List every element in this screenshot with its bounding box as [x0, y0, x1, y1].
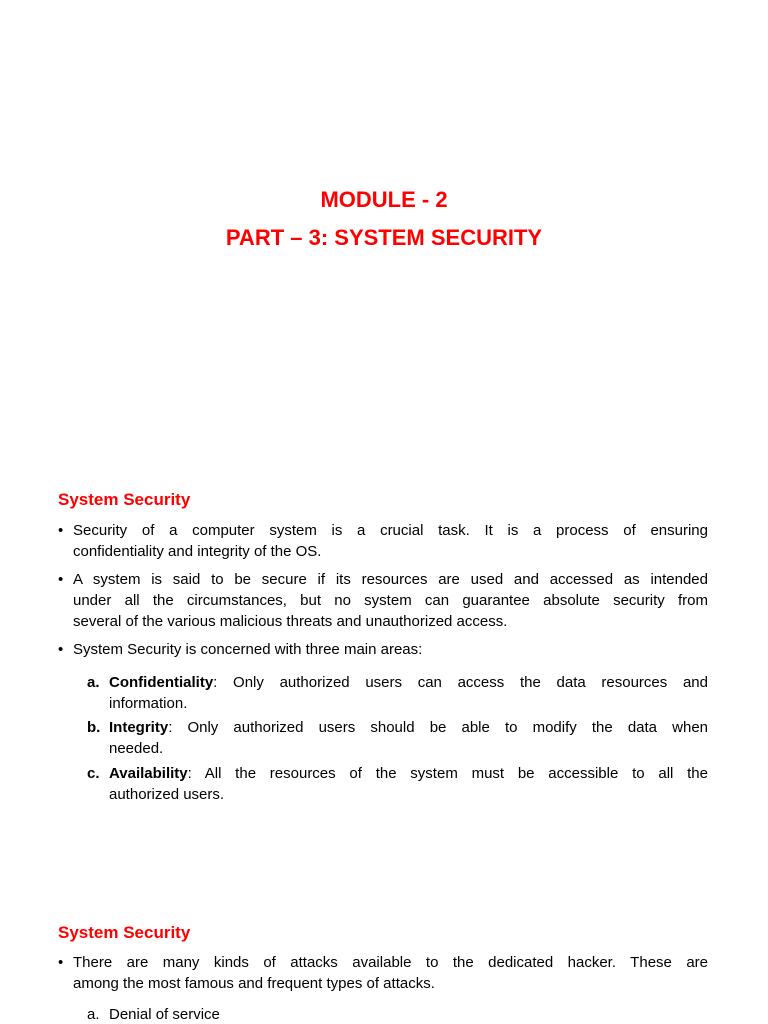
text-line: under all the circumstances, but no system can guarantee absolute security from: [73, 592, 708, 609]
list-marker: a.: [87, 674, 100, 691]
bullet-text: [73, 639, 708, 660]
bullet-item: [58, 639, 708, 660]
bullet-item: [58, 520, 708, 562]
text-line: Denial of service: [109, 1006, 220, 1023]
text-line: needed.: [109, 740, 164, 757]
bullet-icon: •: [58, 571, 64, 588]
bullet-icon: •: [58, 522, 64, 539]
text-line: authorized users.: [109, 786, 225, 803]
area-text: [109, 763, 708, 805]
part-title: PART – 3: SYSTEM SECURITY: [225, 225, 543, 250]
bullet-item: [58, 952, 708, 994]
text-line: There are many kinds of attacks available to the dedicated hacker. These are: [73, 954, 708, 971]
text-line: Security of a computer system is a crucial task. It is a process of ensuring: [73, 522, 708, 539]
bullet-icon: •: [58, 954, 64, 971]
area-text: [109, 672, 708, 714]
area-description: : Only authorized users can access the data resources and: [213, 674, 708, 691]
text-line: information.: [109, 695, 188, 712]
text-line: [109, 763, 708, 784]
bullet-icon: •: [58, 641, 64, 658]
bullet-item: [58, 569, 708, 632]
section-heading: System Security: [58, 490, 191, 509]
bullet-text: [73, 569, 708, 632]
module-title: MODULE - 2: [320, 187, 448, 212]
bullet-text: [73, 520, 708, 562]
text-line: [109, 672, 708, 693]
text-line: System Security is concerned with three main areas:: [73, 641, 423, 658]
area-description: : All the resources of the system must be accessible to all the: [187, 765, 708, 782]
text-line: among the most famous and frequent types of attacks.: [73, 975, 435, 992]
area-term: Availability: [109, 765, 188, 782]
area-term: Confidentiality: [109, 674, 214, 691]
attack-text: [109, 1005, 708, 1024]
bullet-text: [73, 952, 708, 994]
list-marker: b.: [87, 719, 101, 736]
area-description: : Only authorized users should be able to modify the data when: [168, 719, 708, 736]
section-heading: System Security: [58, 923, 191, 942]
list-marker: a.: [87, 1006, 100, 1023]
list-marker: c.: [87, 765, 100, 782]
area-text: [109, 717, 708, 759]
text-line: [109, 717, 708, 738]
text-line: several of the various malicious threats and unauthorized access.: [73, 613, 508, 630]
area-item-availability: [87, 763, 708, 805]
area-item-integrity: [87, 717, 708, 759]
text-line: A system is said to be secure if its resources are used and accessed as intended: [73, 571, 708, 588]
attack-item-denial-of-service: [87, 1005, 708, 1024]
area-item-confidentiality: [87, 672, 708, 714]
text-line: confidentiality and integrity of the OS.: [73, 543, 322, 560]
area-term: Integrity: [109, 719, 169, 736]
